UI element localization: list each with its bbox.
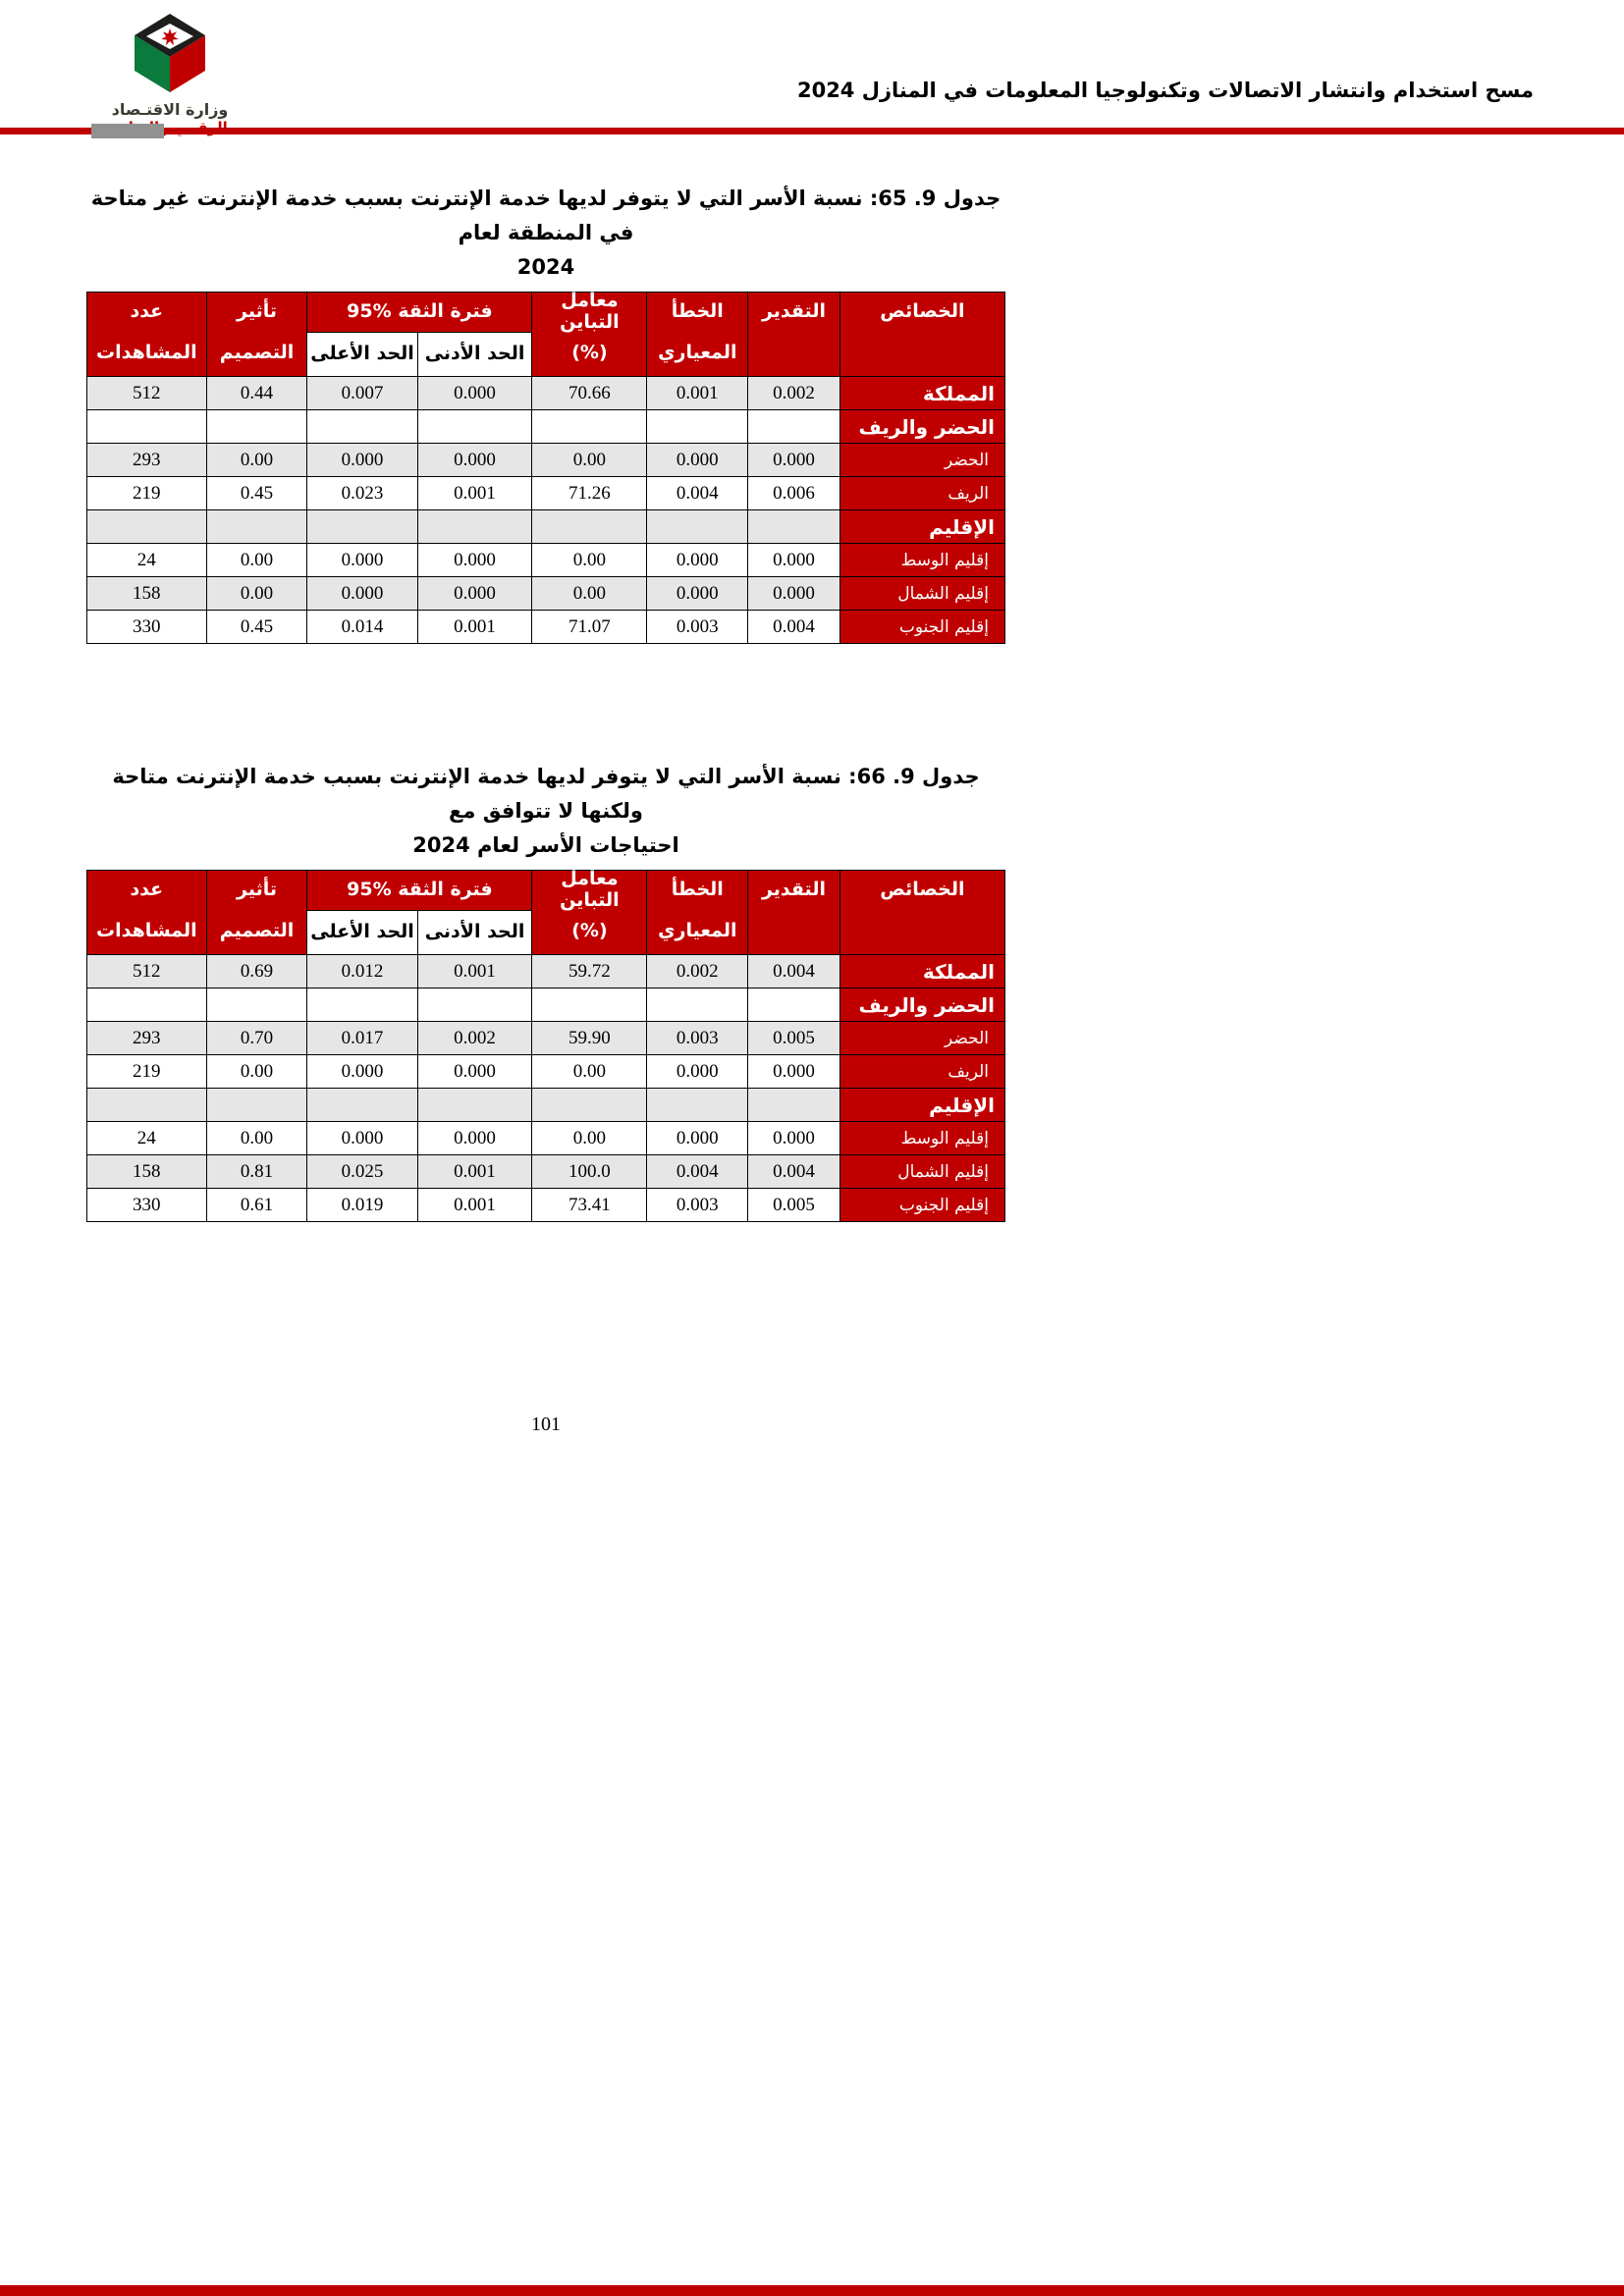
data-cell: 0.001 [647, 377, 748, 410]
data-cell: 0.69 [206, 955, 307, 988]
table-row [87, 444, 1005, 477]
data-cell [87, 410, 207, 444]
data-cell: 0.00 [206, 444, 307, 477]
data-cell [532, 410, 647, 444]
row-label: الإقليم [839, 510, 1004, 544]
data-cell [417, 988, 532, 1022]
data-cell: 59.72 [532, 955, 647, 988]
data-cell: 0.000 [417, 444, 532, 477]
data-cell: 512 [87, 377, 207, 410]
data-cell: 0.004 [748, 611, 840, 644]
table-row [87, 1155, 1005, 1189]
data-cell: 0.002 [647, 955, 748, 988]
row-label: إقليم الوسط [839, 1122, 1004, 1155]
data-cell: 0.025 [307, 1155, 417, 1189]
data-cell: 0.005 [748, 1022, 840, 1055]
data-cell: 330 [87, 1189, 207, 1222]
row-label: المملكة [839, 955, 1004, 988]
data-cell [417, 510, 532, 544]
col-header-confidence-interval: فترة الثقة %95 [307, 293, 532, 333]
table-row [87, 544, 1005, 577]
data-cell: 0.00 [532, 544, 647, 577]
data-cell [206, 410, 307, 444]
col-header-confidence-interval: فترة الثقة %95 [307, 871, 532, 911]
data-cell [532, 988, 647, 1022]
data-cell: 158 [87, 577, 207, 611]
header-rule-gray-block [91, 124, 164, 138]
row-label: إقليم الجنوب [839, 611, 1004, 644]
row-label: إقليم الوسط [839, 544, 1004, 577]
table-title-line: 2024 [516, 255, 575, 279]
data-cell: 0.000 [647, 544, 748, 577]
table-row [87, 1022, 1005, 1055]
data-cell [647, 1089, 748, 1122]
data-cell: 0.00 [532, 1122, 647, 1155]
data-cell: 24 [87, 1122, 207, 1155]
col-header-estimate: التقدير [748, 871, 840, 955]
data-cell [87, 988, 207, 1022]
data-cell: 0.019 [307, 1189, 417, 1222]
data-cell: 0.012 [307, 955, 417, 988]
data-cell: 0.000 [307, 444, 417, 477]
col-header-ci-lower: الحد الأدنى [417, 333, 532, 377]
row-label: الريف [839, 1055, 1004, 1089]
report-header-title: مسح استخدام وانتشار الاتصالات وتكنولوجيا المعلومات في المنازل 2024 [796, 79, 1534, 102]
table-65-title [86, 182, 1005, 285]
data-cell: 0.000 [748, 544, 840, 577]
data-cell [748, 988, 840, 1022]
header-rule [0, 128, 1624, 134]
row-label: الحضر [839, 1022, 1004, 1055]
data-cell: 0.006 [748, 477, 840, 510]
table-row [87, 410, 1005, 444]
table-row [87, 577, 1005, 611]
data-cell [748, 510, 840, 544]
data-cell: 100.0 [532, 1155, 647, 1189]
table-title-line: جدول 9. 66: نسبة الأسر التي لا يتوفر لديها خدمة الإنترنت بسبب خدمة الإنترنت متاحة ولكنها لا تتوافق مع [112, 765, 980, 823]
table-row [87, 1089, 1005, 1122]
data-cell [647, 510, 748, 544]
table-title-line: جدول 9. 65: نسبة الأسر التي لا يتوفر لديها خدمة الإنترنت بسبب خدمة الإنترنت غير متاحة في المنطقة لعام [90, 187, 1001, 244]
table-65-section [86, 182, 1005, 644]
data-cell: 71.26 [532, 477, 647, 510]
data-cell: 70.66 [532, 377, 647, 410]
data-cell: 0.003 [647, 1022, 748, 1055]
data-cell: 158 [87, 1155, 207, 1189]
data-cell: 293 [87, 1022, 207, 1055]
data-cell [307, 1089, 417, 1122]
data-cell: 219 [87, 1055, 207, 1089]
table-65 [86, 292, 1005, 644]
data-cell: 0.000 [417, 377, 532, 410]
table-row [87, 510, 1005, 544]
data-cell: 512 [87, 955, 207, 988]
row-label: الحضر [839, 444, 1004, 477]
col-header-design-effect: تأثير التصميم [206, 293, 307, 377]
data-cell: 0.61 [206, 1189, 307, 1222]
data-cell: 0.000 [647, 577, 748, 611]
col-header-ci-lower: الحد الأدنى [417, 911, 532, 955]
data-cell: 0.001 [417, 955, 532, 988]
data-cell: 0.70 [206, 1022, 307, 1055]
data-cell [87, 510, 207, 544]
data-cell: 0.004 [647, 477, 748, 510]
table-row [87, 988, 1005, 1022]
data-cell: 0.001 [417, 611, 532, 644]
data-cell [206, 1089, 307, 1122]
data-cell: 0.00 [206, 1055, 307, 1089]
table-row [87, 377, 1005, 410]
data-cell: 0.000 [647, 1055, 748, 1089]
col-header-ci-upper: الحد الأعلى [307, 333, 417, 377]
data-cell: 0.000 [307, 544, 417, 577]
col-header-design-effect: تأثير التصميم [206, 871, 307, 955]
data-cell [417, 1089, 532, 1122]
data-cell: 0.00 [206, 544, 307, 577]
data-cell: 0.000 [647, 1122, 748, 1155]
data-cell [532, 1089, 647, 1122]
data-cell: 0.004 [748, 1155, 840, 1189]
col-header-cv: معامل التباين (%) [532, 293, 647, 377]
data-cell [307, 988, 417, 1022]
data-cell: 0.000 [417, 1055, 532, 1089]
data-cell: 0.000 [748, 444, 840, 477]
data-cell: 293 [87, 444, 207, 477]
data-cell: 0.00 [532, 444, 647, 477]
page-number: 101 [531, 1414, 561, 1435]
data-cell [87, 1089, 207, 1122]
data-cell [748, 410, 840, 444]
table-row [87, 955, 1005, 988]
data-cell [307, 410, 417, 444]
table-row [87, 1189, 1005, 1222]
data-cell: 0.002 [417, 1022, 532, 1055]
data-cell: 0.023 [307, 477, 417, 510]
data-cell: 0.000 [307, 577, 417, 611]
row-label: الحضر والريف [839, 988, 1004, 1022]
row-label: الريف [839, 477, 1004, 510]
data-cell: 59.90 [532, 1022, 647, 1055]
data-cell: 219 [87, 477, 207, 510]
row-label: إقليم الجنوب [839, 1189, 1004, 1222]
col-header-estimate: التقدير [748, 293, 840, 377]
data-cell: 0.014 [307, 611, 417, 644]
data-cell: 0.004 [647, 1155, 748, 1189]
row-label: إقليم الشمال [839, 577, 1004, 611]
data-cell: 0.000 [748, 1055, 840, 1089]
data-cell [532, 510, 647, 544]
col-header-std-error: الخطأ المعياري [647, 293, 748, 377]
col-header-characteristics: الخصائص [839, 293, 1004, 377]
data-cell [307, 510, 417, 544]
data-cell: 0.000 [307, 1055, 417, 1089]
col-header-observations: عدد المشاهدات [87, 871, 207, 955]
page-content [86, 182, 1005, 1222]
data-cell: 0.000 [748, 1122, 840, 1155]
ministry-name-line1: وزارة الاقتـصاد [111, 100, 229, 119]
row-label: الإقليم [839, 1089, 1004, 1122]
data-cell: 24 [87, 544, 207, 577]
data-cell: 73.41 [532, 1189, 647, 1222]
data-cell [748, 1089, 840, 1122]
table-title-line: احتياجات الأسر لعام 2024 [412, 833, 679, 857]
data-cell: 0.81 [206, 1155, 307, 1189]
data-cell [417, 410, 532, 444]
table-66 [86, 870, 1005, 1222]
data-cell: 0.00 [532, 577, 647, 611]
data-cell: 0.003 [647, 1189, 748, 1222]
data-cell: 0.000 [647, 444, 748, 477]
data-cell: 330 [87, 611, 207, 644]
col-header-cv: معامل التباين (%) [532, 871, 647, 955]
ministry-logo [96, 10, 244, 136]
data-cell: 0.000 [417, 1122, 532, 1155]
data-cell [647, 410, 748, 444]
col-header-observations: عدد المشاهدات [87, 293, 207, 377]
row-label: المملكة [839, 377, 1004, 410]
footer-rule [0, 2285, 1624, 2296]
row-label: إقليم الشمال [839, 1155, 1004, 1189]
data-cell [647, 988, 748, 1022]
data-cell: 0.007 [307, 377, 417, 410]
data-cell: 0.001 [417, 1189, 532, 1222]
data-cell: 0.004 [748, 955, 840, 988]
data-cell: 0.000 [307, 1122, 417, 1155]
data-cell: 0.005 [748, 1189, 840, 1222]
data-cell: 0.002 [748, 377, 840, 410]
data-cell: 0.003 [647, 611, 748, 644]
data-cell: 0.001 [417, 1155, 532, 1189]
table-row [87, 611, 1005, 644]
data-cell [206, 988, 307, 1022]
col-header-ci-upper: الحد الأعلى [307, 911, 417, 955]
data-cell [206, 510, 307, 544]
table-66-section [86, 760, 1005, 1222]
row-label: الحضر والريف [839, 410, 1004, 444]
data-cell: 0.000 [748, 577, 840, 611]
data-cell: 0.000 [417, 577, 532, 611]
table-66-title [86, 760, 1005, 863]
data-cell: 71.07 [532, 611, 647, 644]
data-cell: 0.44 [206, 377, 307, 410]
data-cell: 0.45 [206, 477, 307, 510]
data-cell: 0.00 [206, 1122, 307, 1155]
data-cell: 0.000 [417, 544, 532, 577]
col-header-std-error: الخطأ المعياري [647, 871, 748, 955]
table-row [87, 1122, 1005, 1155]
data-cell: 0.001 [417, 477, 532, 510]
data-cell: 0.00 [532, 1055, 647, 1089]
table-row [87, 477, 1005, 510]
data-cell: 0.017 [307, 1022, 417, 1055]
ministry-emblem-icon [110, 10, 230, 94]
col-header-characteristics: الخصائص [839, 871, 1004, 955]
data-cell: 0.45 [206, 611, 307, 644]
table-row [87, 1055, 1005, 1089]
data-cell: 0.00 [206, 577, 307, 611]
